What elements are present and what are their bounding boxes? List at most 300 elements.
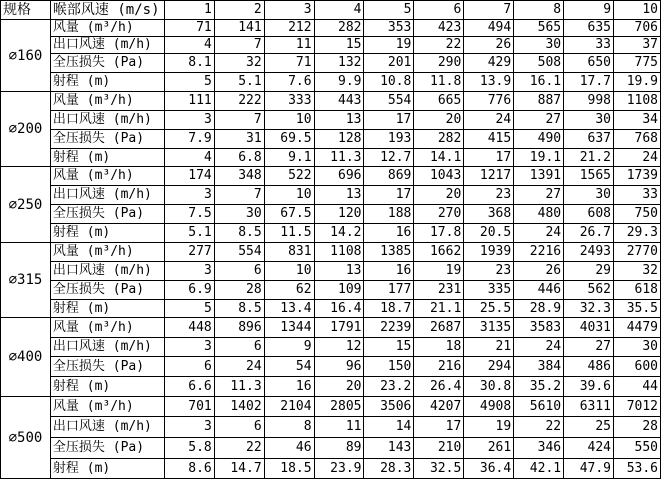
value-cell: 750 [614, 205, 661, 224]
table-row [1, 111, 661, 130]
value-cell: 1385 [364, 243, 414, 262]
value-cell: 26 [514, 262, 564, 281]
spec-cell: ∅160 [1, 20, 51, 92]
spec-cell: ∅250 [1, 167, 51, 243]
param-label-cell: 全压损失 (Pa) [50, 54, 164, 73]
value-cell: 8.5 [214, 300, 264, 318]
value-cell: 4207 [414, 397, 464, 417]
value-cell: 554 [214, 243, 264, 262]
value-cell: 16 [364, 262, 414, 281]
value-cell: 887 [514, 92, 564, 111]
value-cell: 32 [214, 54, 264, 73]
speed-header: 10 [614, 1, 661, 20]
value-cell: 3 [164, 186, 214, 205]
param-label-cell: 全压损失 (Pa) [50, 130, 164, 149]
value-cell: 23.9 [314, 459, 364, 479]
value-cell: 368 [464, 205, 514, 224]
value-cell: 522 [264, 167, 314, 186]
value-cell: 132 [314, 54, 364, 73]
param-label-cell: 出口风速 (m/h) [50, 186, 164, 205]
value-cell: 10.8 [364, 73, 414, 92]
value-cell: 27 [564, 338, 614, 357]
table-row [1, 73, 661, 92]
value-cell: 30 [564, 186, 614, 205]
param-label-cell: 风量 (m³/h) [50, 92, 164, 111]
value-cell: 19 [464, 417, 514, 438]
value-cell: 8 [264, 417, 314, 438]
value-cell: 2239 [364, 318, 414, 338]
value-cell: 346 [514, 438, 564, 459]
table-body [1, 1, 661, 479]
value-cell: 37 [614, 37, 661, 54]
param-label-cell: 射程 (m) [50, 149, 164, 167]
value-cell: 415 [464, 130, 514, 149]
value-cell: 210 [414, 438, 464, 459]
param-label-cell: 风量 (m³/h) [50, 20, 164, 37]
value-cell: 35.5 [614, 300, 661, 318]
value-cell: 33 [614, 186, 661, 205]
value-cell: 2770 [614, 243, 661, 262]
value-cell: 23 [464, 186, 514, 205]
value-cell: 30 [564, 111, 614, 130]
value-cell: 44 [614, 377, 661, 397]
value-cell: 16.4 [314, 300, 364, 318]
value-cell: 1043 [414, 167, 464, 186]
value-cell: 10 [264, 111, 314, 130]
param-label-cell: 射程 (m) [50, 224, 164, 243]
value-cell: 22 [414, 37, 464, 54]
value-cell: 231 [414, 281, 464, 300]
value-cell: 1791 [314, 318, 364, 338]
value-cell: 7.6 [264, 73, 314, 92]
value-cell: 67.5 [264, 205, 314, 224]
table-row [1, 167, 661, 186]
value-cell: 16 [364, 224, 414, 243]
value-cell: 7.5 [164, 205, 214, 224]
spec-cell: ∅200 [1, 92, 51, 167]
value-cell: 28 [614, 417, 661, 438]
value-cell: 71 [164, 20, 214, 37]
value-cell: 13 [314, 111, 364, 130]
value-cell: 24 [514, 224, 564, 243]
value-cell: 34 [614, 111, 661, 130]
value-cell: 608 [564, 205, 614, 224]
value-cell: 31 [214, 130, 264, 149]
value-cell: 14.1 [414, 149, 464, 167]
param-label-cell: 出口风速 (m/h) [50, 262, 164, 281]
value-cell: 1565 [564, 167, 614, 186]
value-cell: 480 [514, 205, 564, 224]
value-cell: 12.7 [364, 149, 414, 167]
value-cell: 635 [564, 20, 614, 37]
table-row [1, 281, 661, 300]
table-row [1, 243, 661, 262]
value-cell: 71 [264, 54, 314, 73]
value-cell: 3 [164, 417, 214, 438]
value-cell: 143 [364, 438, 414, 459]
value-cell: 28 [214, 281, 264, 300]
value-cell: 13.4 [264, 300, 314, 318]
value-cell: 2805 [314, 397, 364, 417]
param-header: 喉部风速 (m/s) [50, 1, 164, 20]
value-cell: 1108 [614, 92, 661, 111]
speed-header: 4 [314, 1, 364, 20]
param-label-cell: 射程 (m) [50, 377, 164, 397]
value-cell: 201 [364, 54, 414, 73]
param-label-cell: 风量 (m³/h) [50, 397, 164, 417]
value-cell: 1391 [514, 167, 564, 186]
value-cell: 111 [164, 92, 214, 111]
value-cell: 24 [214, 357, 264, 377]
table-row [1, 300, 661, 318]
value-cell: 5.1 [164, 224, 214, 243]
value-cell: 10 [264, 186, 314, 205]
value-cell: 23 [464, 262, 514, 281]
spec-cell: ∅500 [1, 397, 51, 479]
value-cell: 333 [264, 92, 314, 111]
param-label-cell: 风量 (m³/h) [50, 243, 164, 262]
value-cell: 30 [614, 338, 661, 357]
table-row [1, 37, 661, 54]
value-cell: 5 [164, 73, 214, 92]
value-cell: 141 [214, 20, 264, 37]
value-cell: 2216 [514, 243, 564, 262]
value-cell: 19.9 [614, 73, 661, 92]
value-cell: 109 [314, 281, 364, 300]
table-row [1, 149, 661, 167]
value-cell: 216 [414, 357, 464, 377]
table-row [1, 318, 661, 338]
value-cell: 17 [364, 111, 414, 130]
param-label-cell: 出口风速 (m/h) [50, 338, 164, 357]
value-cell: 4908 [464, 397, 514, 417]
table-row [1, 357, 661, 377]
spec-cell: ∅315 [1, 243, 51, 318]
value-cell: 20 [314, 377, 364, 397]
value-cell: 486 [564, 357, 614, 377]
value-cell: 32.3 [564, 300, 614, 318]
value-cell: 18 [414, 338, 464, 357]
speed-header: 5 [364, 1, 414, 20]
value-cell: 768 [614, 130, 661, 149]
value-cell: 14.2 [314, 224, 364, 243]
value-cell: 1217 [464, 167, 514, 186]
value-cell: 10 [264, 262, 314, 281]
value-cell: 17 [364, 186, 414, 205]
table-row [1, 186, 661, 205]
value-cell: 20 [414, 111, 464, 130]
value-cell: 5.8 [164, 438, 214, 459]
value-cell: 17 [464, 149, 514, 167]
value-cell: 270 [414, 205, 464, 224]
value-cell: 96 [314, 357, 364, 377]
value-cell: 54 [264, 357, 314, 377]
value-cell: 21 [464, 338, 514, 357]
value-cell: 39.6 [564, 377, 614, 397]
value-cell: 3583 [514, 318, 564, 338]
value-cell: 32.5 [414, 459, 464, 479]
value-cell: 222 [214, 92, 264, 111]
value-cell: 6311 [564, 397, 614, 417]
param-label-cell: 出口风速 (m/h) [50, 111, 164, 130]
table-row [1, 224, 661, 243]
value-cell: 32 [614, 262, 661, 281]
value-cell: 508 [514, 54, 564, 73]
value-cell: 4 [164, 37, 214, 54]
value-cell: 36.4 [464, 459, 514, 479]
value-cell: 16 [264, 377, 314, 397]
value-cell: 16.1 [514, 73, 564, 92]
value-cell: 9 [264, 338, 314, 357]
value-cell: 618 [614, 281, 661, 300]
value-cell: 25 [564, 417, 614, 438]
param-label-cell: 风量 (m³/h) [50, 167, 164, 186]
value-cell: 261 [464, 438, 514, 459]
spec-cell: ∅400 [1, 318, 51, 397]
value-cell: 2493 [564, 243, 614, 262]
value-cell: 701 [164, 397, 214, 417]
value-cell: 13 [314, 186, 364, 205]
value-cell: 21.2 [564, 149, 614, 167]
value-cell: 6 [214, 262, 264, 281]
value-cell: 5.1 [214, 73, 264, 92]
value-cell: 3 [164, 111, 214, 130]
speed-header: 7 [464, 1, 514, 20]
value-cell: 4 [164, 149, 214, 167]
value-cell: 29 [564, 262, 614, 281]
value-cell: 19 [364, 37, 414, 54]
spec-header: 规格 [1, 1, 51, 20]
speed-header: 6 [414, 1, 464, 20]
value-cell: 1108 [314, 243, 364, 262]
value-cell: 42.1 [514, 459, 564, 479]
value-cell: 188 [364, 205, 414, 224]
value-cell: 446 [514, 281, 564, 300]
value-cell: 30.8 [464, 377, 514, 397]
value-cell: 1402 [214, 397, 264, 417]
value-cell: 26.4 [414, 377, 464, 397]
value-cell: 277 [164, 243, 214, 262]
value-cell: 11.3 [314, 149, 364, 167]
value-cell: 11.5 [264, 224, 314, 243]
value-cell: 5 [164, 300, 214, 318]
value-cell: 13 [314, 262, 364, 281]
value-cell: 348 [214, 167, 264, 186]
value-cell: 696 [314, 167, 364, 186]
value-cell: 27 [514, 186, 564, 205]
table-row [1, 397, 661, 417]
speed-header: 9 [564, 1, 614, 20]
value-cell: 14 [364, 417, 414, 438]
value-cell: 1662 [414, 243, 464, 262]
value-cell: 22 [514, 417, 564, 438]
param-label-cell: 射程 (m) [50, 459, 164, 479]
value-cell: 775 [614, 54, 661, 73]
value-cell: 14.7 [214, 459, 264, 479]
value-cell: 650 [564, 54, 614, 73]
value-cell: 7012 [614, 397, 661, 417]
value-cell: 869 [364, 167, 414, 186]
table-row [1, 417, 661, 438]
value-cell: 12 [314, 338, 364, 357]
table-row [1, 54, 661, 73]
table-row [1, 377, 661, 397]
value-cell: 17.8 [414, 224, 464, 243]
value-cell: 177 [364, 281, 414, 300]
value-cell: 30 [514, 37, 564, 54]
value-cell: 24 [514, 338, 564, 357]
param-label-cell: 风量 (m³/h) [50, 318, 164, 338]
param-label-cell: 全压损失 (Pa) [50, 438, 164, 459]
value-cell: 15 [314, 37, 364, 54]
value-cell: 637 [564, 130, 614, 149]
value-cell: 212 [264, 20, 314, 37]
value-cell: 17.7 [564, 73, 614, 92]
table-row [1, 130, 661, 149]
value-cell: 423 [414, 20, 464, 37]
value-cell: 9.1 [264, 149, 314, 167]
speed-header: 2 [214, 1, 264, 20]
value-cell: 600 [614, 357, 661, 377]
value-cell: 490 [514, 130, 564, 149]
value-cell: 19.1 [514, 149, 564, 167]
value-cell: 24 [464, 111, 514, 130]
value-cell: 8.6 [164, 459, 214, 479]
value-cell: 27 [514, 111, 564, 130]
value-cell: 665 [414, 92, 464, 111]
value-cell: 174 [164, 167, 214, 186]
value-cell: 2104 [264, 397, 314, 417]
speed-header: 8 [514, 1, 564, 20]
value-cell: 7 [214, 37, 264, 54]
value-cell: 706 [614, 20, 661, 37]
value-cell: 3 [164, 262, 214, 281]
param-label-cell: 全压损失 (Pa) [50, 357, 164, 377]
value-cell: 13.9 [464, 73, 514, 92]
value-cell: 11 [264, 37, 314, 54]
value-cell: 424 [564, 438, 614, 459]
value-cell: 26 [464, 37, 514, 54]
value-cell: 6 [214, 338, 264, 357]
value-cell: 23.2 [364, 377, 414, 397]
value-cell: 9.9 [314, 73, 364, 92]
value-cell: 5610 [514, 397, 564, 417]
param-label-cell: 出口风速 (m/h) [50, 417, 164, 438]
value-cell: 1939 [464, 243, 514, 262]
table-row [1, 262, 661, 281]
value-cell: 193 [364, 130, 414, 149]
value-cell: 896 [214, 318, 264, 338]
value-cell: 17 [414, 417, 464, 438]
value-cell: 30 [214, 205, 264, 224]
value-cell: 6.8 [214, 149, 264, 167]
value-cell: 565 [514, 20, 564, 37]
param-label-cell: 全压损失 (Pa) [50, 205, 164, 224]
speed-header: 1 [164, 1, 214, 20]
value-cell: 448 [164, 318, 214, 338]
value-cell: 20 [414, 186, 464, 205]
value-cell: 3135 [464, 318, 514, 338]
value-cell: 150 [364, 357, 414, 377]
value-cell: 3 [164, 338, 214, 357]
table-row [1, 20, 661, 37]
value-cell: 29.3 [614, 224, 661, 243]
table-row [1, 92, 661, 111]
value-cell: 429 [464, 54, 514, 73]
value-cell: 53.6 [614, 459, 661, 479]
value-cell: 11.3 [214, 377, 264, 397]
value-cell: 46 [264, 438, 314, 459]
value-cell: 282 [414, 130, 464, 149]
value-cell: 494 [464, 20, 514, 37]
value-cell: 2687 [414, 318, 464, 338]
value-cell: 7.9 [164, 130, 214, 149]
value-cell: 294 [464, 357, 514, 377]
value-cell: 4031 [564, 318, 614, 338]
value-cell: 998 [564, 92, 614, 111]
value-cell: 26.7 [564, 224, 614, 243]
value-cell: 33 [564, 37, 614, 54]
value-cell: 18.5 [264, 459, 314, 479]
value-cell: 11 [314, 417, 364, 438]
value-cell: 47.9 [564, 459, 614, 479]
value-cell: 25.5 [464, 300, 514, 318]
value-cell: 776 [464, 92, 514, 111]
value-cell: 8.1 [164, 54, 214, 73]
value-cell: 128 [314, 130, 364, 149]
value-cell: 69.5 [264, 130, 314, 149]
speed-header: 3 [264, 1, 314, 20]
value-cell: 89 [314, 438, 364, 459]
value-cell: 7 [214, 186, 264, 205]
value-cell: 11.8 [414, 73, 464, 92]
value-cell: 28.9 [514, 300, 564, 318]
header-row [1, 1, 661, 20]
value-cell: 6.9 [164, 281, 214, 300]
value-cell: 1344 [264, 318, 314, 338]
value-cell: 3506 [364, 397, 414, 417]
param-label-cell: 出口风速 (m/h) [50, 37, 164, 54]
value-cell: 1739 [614, 167, 661, 186]
table-row [1, 438, 661, 459]
param-label-cell: 射程 (m) [50, 73, 164, 92]
table-row [1, 459, 661, 479]
value-cell: 6.6 [164, 377, 214, 397]
value-cell: 8.5 [214, 224, 264, 243]
table-row [1, 338, 661, 357]
value-cell: 20.5 [464, 224, 514, 243]
value-cell: 15 [364, 338, 414, 357]
value-cell: 4479 [614, 318, 661, 338]
value-cell: 831 [264, 243, 314, 262]
table-row [1, 205, 661, 224]
value-cell: 335 [464, 281, 514, 300]
value-cell: 562 [564, 281, 614, 300]
value-cell: 443 [314, 92, 364, 111]
value-cell: 554 [364, 92, 414, 111]
value-cell: 7 [214, 111, 264, 130]
param-label-cell: 全压损失 (Pa) [50, 281, 164, 300]
value-cell: 24 [614, 149, 661, 167]
value-cell: 120 [314, 205, 364, 224]
value-cell: 19 [414, 262, 464, 281]
value-cell: 290 [414, 54, 464, 73]
value-cell: 353 [364, 20, 414, 37]
value-cell: 21.1 [414, 300, 464, 318]
value-cell: 384 [514, 357, 564, 377]
value-cell: 282 [314, 20, 364, 37]
value-cell: 550 [614, 438, 661, 459]
